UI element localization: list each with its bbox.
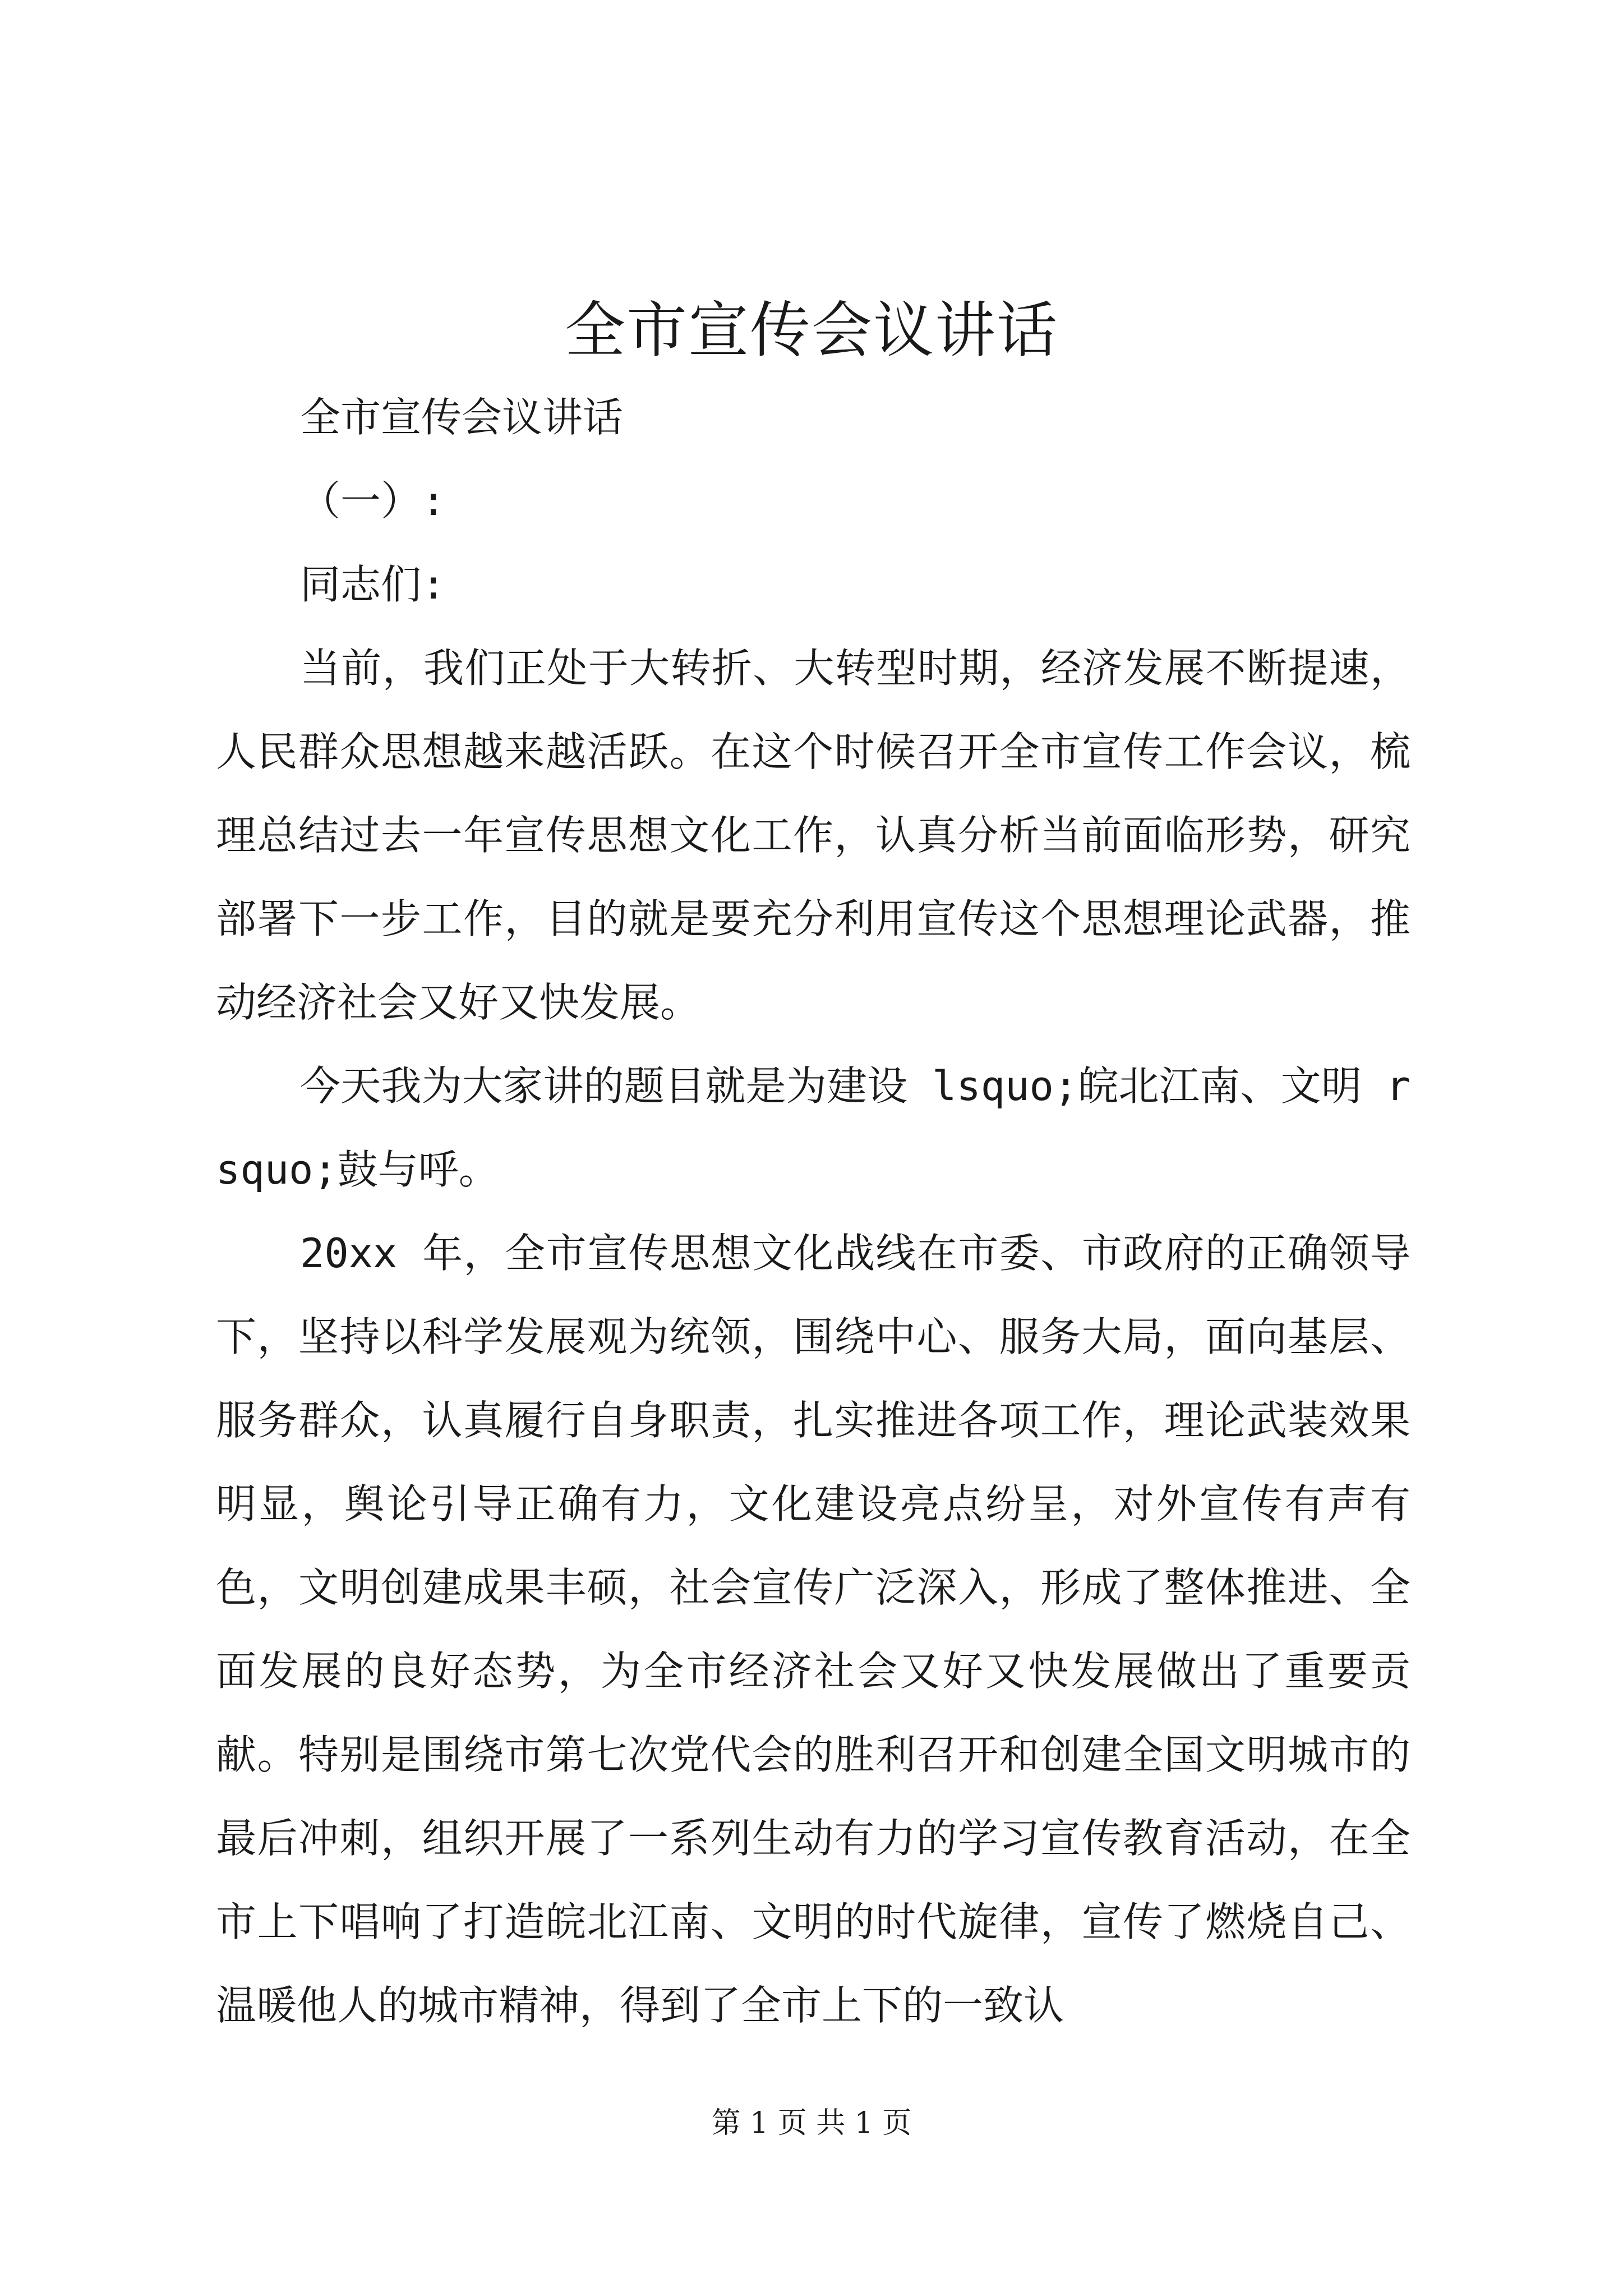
paragraph-topic: 今天我为大家讲的题目就是为建设 lsquo;皖北江南、文明 rsquo;鼓与呼。 — [216, 1062, 1410, 1193]
paragraph-review: 20xx 年，全市宣传思想文化战线在市委、市政府的正确领导下，坚持以科学发展观为统领，围绕中心、服务大局，面向基层、服务群众，认真履行自身职责，扎实推进各项工作，理论武装效果明显，舆论引导正确有力，文化建设亮点纷呈，对外宣传有声有色，文明创建成果丰硕，社会宣传广泛深入，形成了整体推进、全面发展的良好态势，为全市经济社会又好又快发展做出了重要贡献。特别是围绕市第七次党代会的胜利召开和创建全国文明城市的最后冲刺，组织开展了一系列生动有力的学习宣传教育活动，在全市上下唱响了打造皖北江南、文明的时代旋律，宣传了燃烧自己、温暖他人的城市精神，得到了全市上下的一致认 — [216, 1230, 1410, 2029]
document-body — [216, 376, 1410, 2047]
page-footer: 第 1 页 共 1 页 — [711, 2106, 912, 2140]
paragraph-section-marker: （一）: — [300, 477, 446, 524]
paragraph-salutation: 同志们: — [300, 561, 446, 608]
document-title: 全市宣传会议讲话 — [564, 296, 1058, 366]
paragraph-subtitle: 全市宣传会议讲话 — [300, 394, 624, 441]
paragraph-opening: 当前，我们正处于大转折、大转型时期，经济发展不断提速，人民群众思想越来越活跃。在这个时候召开全市宣传工作会议，梳理总结过去一年宣传思想文化工作，认真分析当前面临形势，研究部署下一步工作，目的就是要充分利用宣传这个思想理论武器，推动经济社会又好又快发展。 — [216, 645, 1410, 1026]
